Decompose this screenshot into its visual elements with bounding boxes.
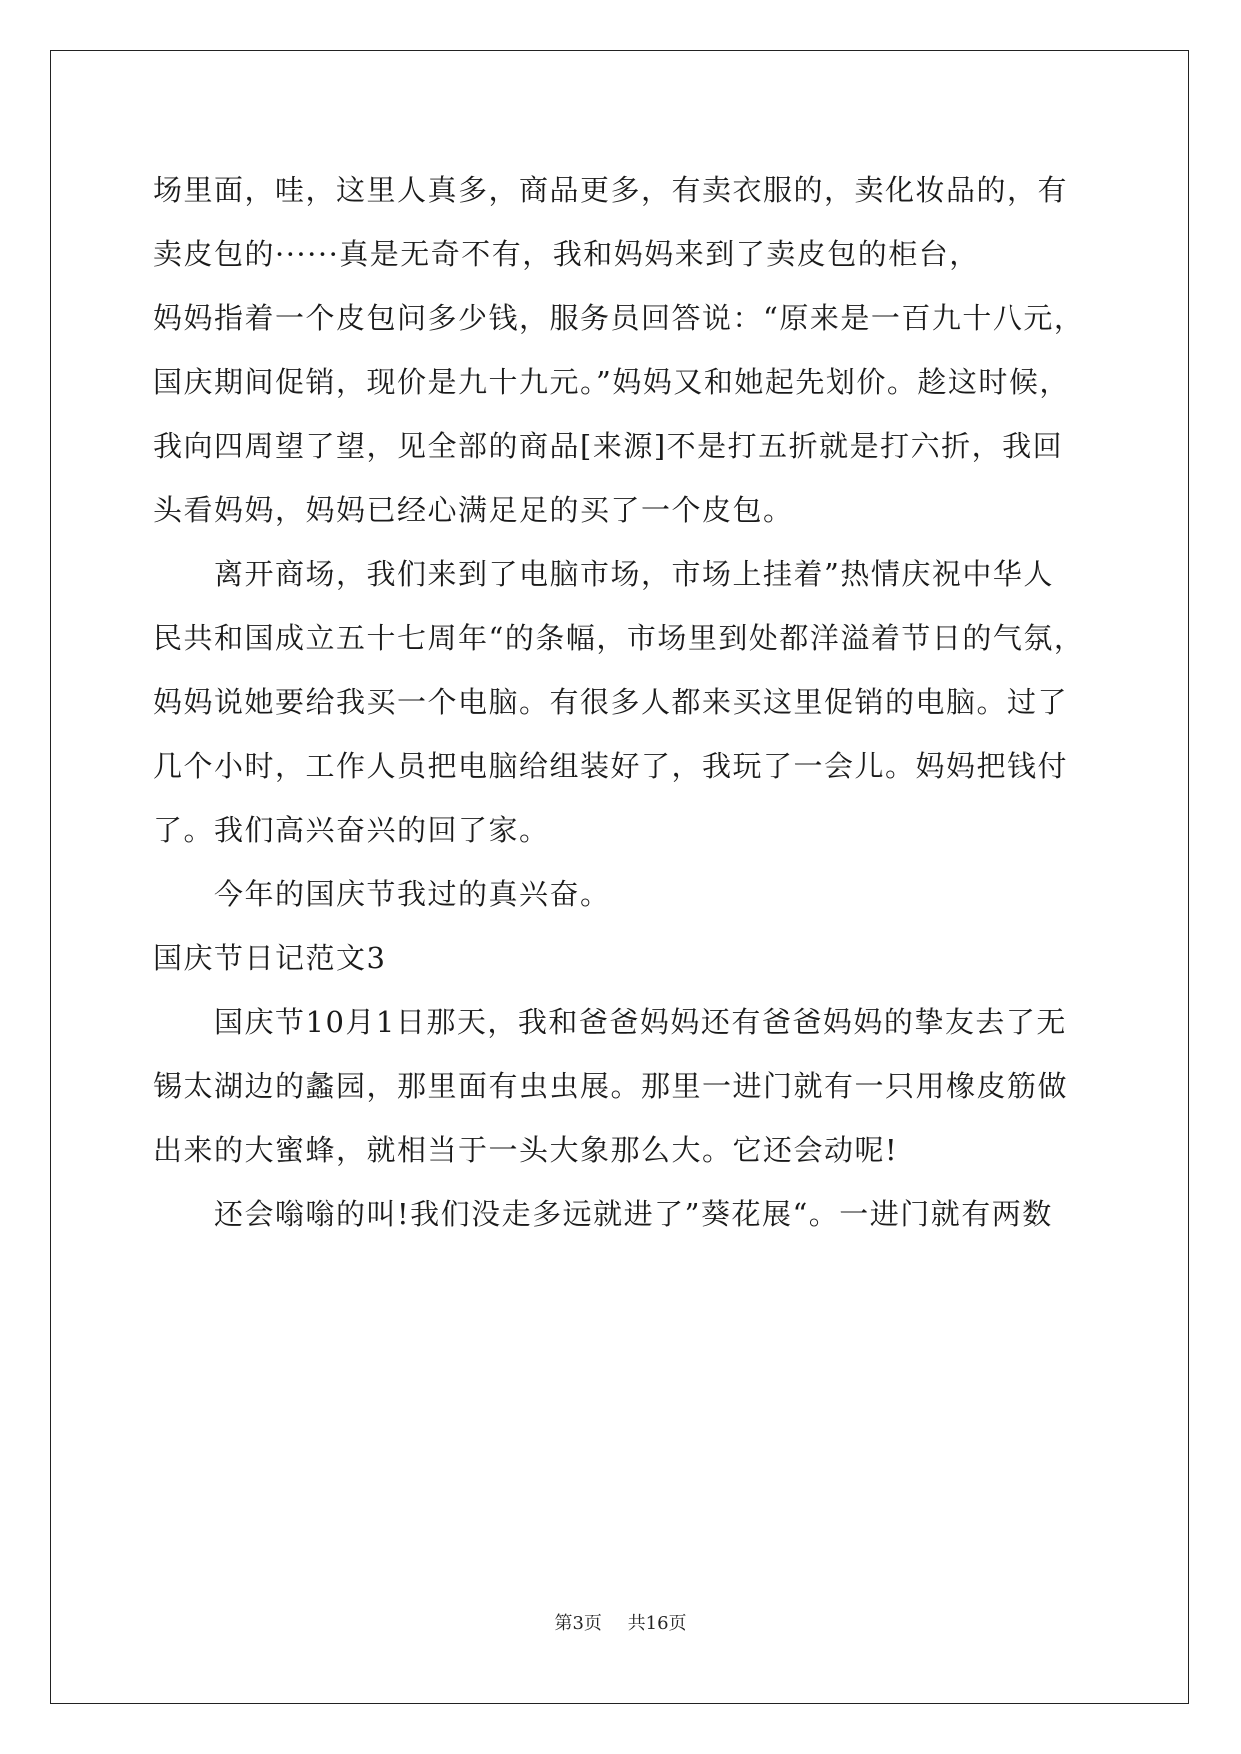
document-body xyxy=(153,158,1093,1246)
page-footer xyxy=(0,1612,1241,1636)
section-heading: 国庆节日记范文3 xyxy=(153,941,387,975)
text-line: 还会嗡嗡的叫!我们没走多远就进了”葵花展“。一进门就有两数 xyxy=(214,1197,1053,1231)
text-line: 了。我们高兴奋兴的回了家。 xyxy=(153,813,550,847)
text-line: 出来的大蜜蜂，就相当于一头大象那么大。它还会动呢! xyxy=(153,1133,899,1167)
text-line: 锡太湖边的蠡园，那里面有虫虫展。那里一进门就有一只用橡皮筋做 xyxy=(153,1069,1069,1103)
text-line: 国庆节10月1日那天，我和爸爸妈妈还有爸爸妈妈的挚友去了无 xyxy=(214,1005,1067,1039)
text-line: 几个小时，工作人员把电脑给组装好了，我玩了一会儿。妈妈把钱付 xyxy=(153,749,1069,783)
text-line: 妈妈指着一个皮包问多少钱，服务员回答说：“原来是一百九十八元， xyxy=(153,301,1085,335)
text-line: 国庆期间促销，现价是九十九元。”妈妈又和她起先划价。趁这时候， xyxy=(153,365,1070,399)
text-line: 我向四周望了望，见全部的商品[来源]不是打五折就是打六折，我回 xyxy=(153,429,1064,463)
text-line: 卖皮包的······真是无奇不有，我和妈妈来到了卖皮包的柜台， xyxy=(153,237,980,271)
text-line: 民共和国成立五十七周年“的条幅，市场里到处都洋溢着节日的气氛， xyxy=(153,621,1085,655)
page-number: 第3页 xyxy=(554,1613,602,1634)
page-total: 共16页 xyxy=(627,1613,687,1634)
text-line: 妈妈说她要给我买一个电脑。有很多人都来买这里促销的电脑。过了 xyxy=(153,685,1069,719)
text-line: 离开商场，我们来到了电脑市场，市场上挂着”热情庆祝中华人 xyxy=(214,557,1054,591)
text-line: 今年的国庆节我过的真兴奋。 xyxy=(214,877,611,911)
text-line: 头看妈妈，妈妈已经心满足足的买了一个皮包。 xyxy=(153,493,794,527)
text-line: 场里面，哇，这里人真多，商品更多，有卖衣服的，卖化妆品的，有 xyxy=(153,173,1069,207)
